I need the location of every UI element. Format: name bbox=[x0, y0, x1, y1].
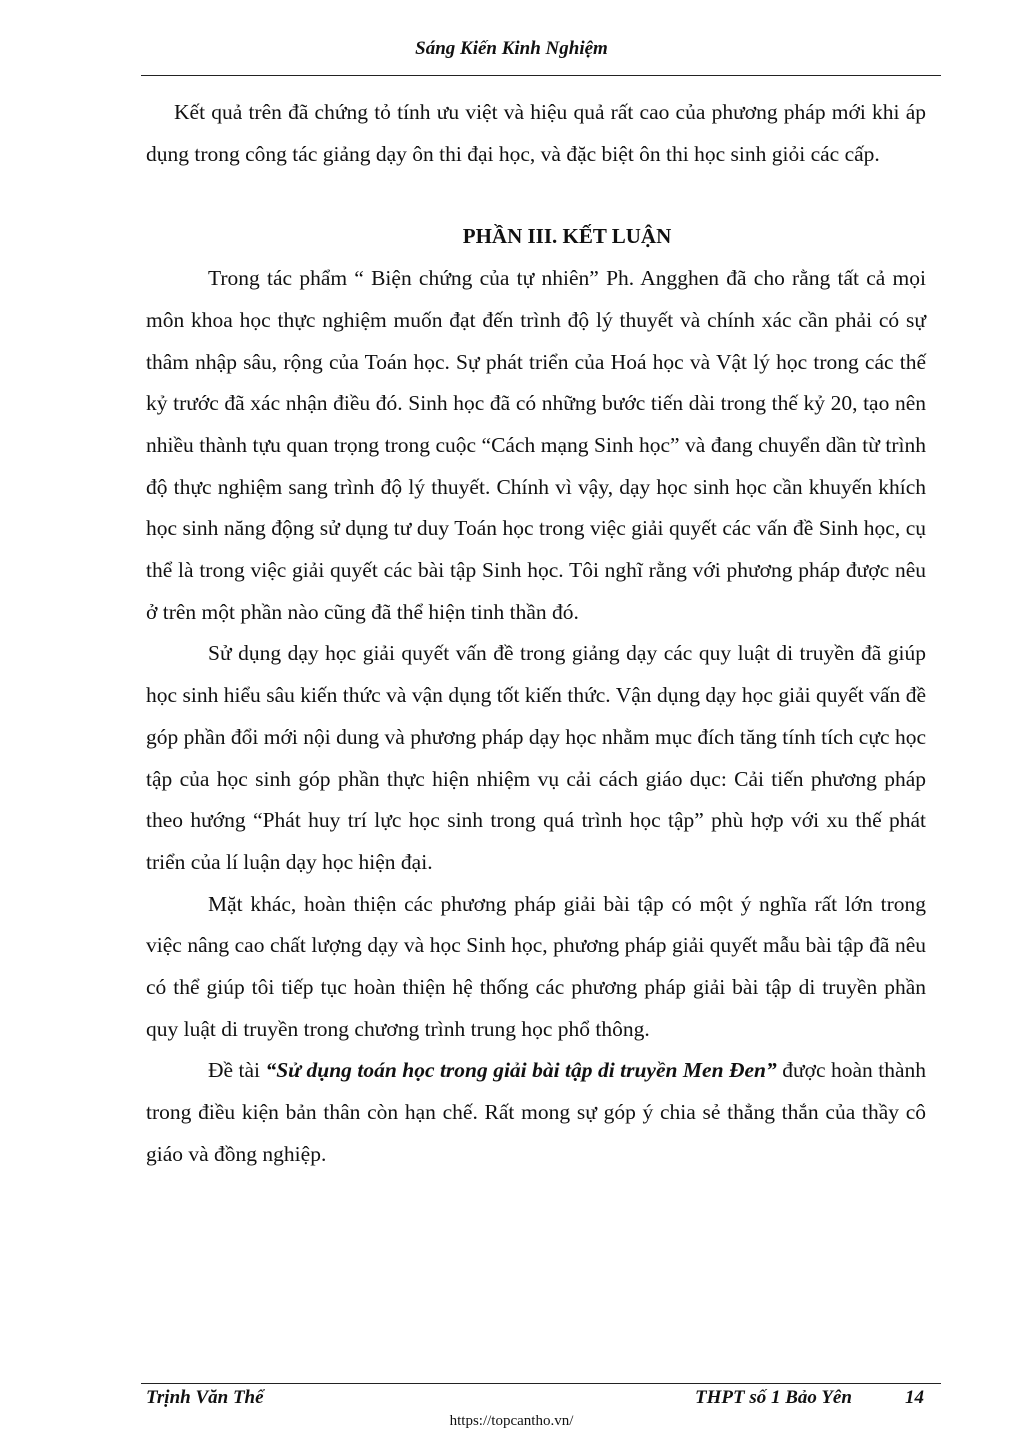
intro-paragraph: Kết quả trên đã chứng tỏ tính ưu việt và hiệu quả rất cao của phương pháp mới khi áp dụng trong công tác giảng dạy ôn thi đại học, và đặc biệt ôn thi học sinh giỏi các cấp. bbox=[146, 100, 926, 166]
spacer bbox=[146, 175, 926, 216]
document-body bbox=[146, 92, 926, 1176]
section-title: PHẦN III. KẾT LUẬN bbox=[462, 224, 672, 249]
page-number: 14 bbox=[905, 1387, 924, 1408]
source-url: https://topcantho.vn/ bbox=[449, 1413, 574, 1429]
paragraph-4-suffix: được hoàn thành trong điều kiện bản thân còn hạn chế. Rất mong sự góp ý chia sẻ thẳng thắn của thầy cô giáo và đồng nghiệp. bbox=[146, 1058, 926, 1166]
paragraph-3: Mặt khác, hoàn thiện các phương pháp giải bài tập có một ý nghĩa rất lớn trong việc nâng cao chất lượng dạy và học Sinh học, phương pháp giải quyết mẫu bài tập đã nêu có thể giúp tôi tiếp tục hoàn thiện hệ thống các phương pháp giải bài tập di truyền phần quy luật di truyền trong chương trình trung học phổ thông. bbox=[146, 891, 926, 1041]
paragraph-2: Sử dụng dạy học giải quyết vấn đề trong giảng dạy các quy luật di truyền đã giúp học sinh hiểu sâu kiến thức và vận dụng tốt kiến thức. Vận dụng dạy học giải quyết vấn đề góp phần đổi mới nội dung và phương pháp dạy học nhằm mục đích tăng tính tích cực học tập của học sinh góp phần thực hiện nhiệm vụ cải cách giáo dục: Cải tiến phương pháp theo hướng “Phát huy trí lực học sinh trong quá trình học tập” phù hợp với xu thế phát triển của lí luận dạy học hiện đại. bbox=[146, 641, 926, 874]
paragraph-1: Trong tác phẩm “ Biện chứng của tự nhiên” Ph. Angghen đã cho rằng tất cả mọi môn khoa học thực nghiệm muốn đạt đến trình độ lý thuyết và chính xác cần phải có sự thâm nhập sâu, rộng của Toán học. Sự phát triển của Hoá học và Vật lý học trong các thế kỷ trước đã xác nhận điều đó. Sinh học đã có những bước tiến dài trong thế kỷ 20, tạo nên nhiều thành tựu quan trọng trong cuộc “Cách mạng Sinh học” và đang chuyển dần từ trình độ thực nghiệm sang trình độ lý thuyết. Chính vì vậy, dạy học sinh học cần khuyến khích học sinh năng động sử dụng tư duy Toán học trong việc giải quyết các vấn đề Sinh học, cụ thể là trong việc giải quyết các bài tập Sinh học. Tôi nghĩ rằng với phương pháp được nêu ở trên một phần nào cũng đã thể hiện tinh thần đó. bbox=[146, 266, 926, 624]
topic-title: “Sử dụng toán học trong giải bài tập di truyền Men Đen” bbox=[265, 1058, 777, 1083]
paragraph-4 bbox=[146, 1050, 926, 1175]
paragraph-4-prefix: Đề tài bbox=[208, 1058, 266, 1083]
header-title: Sáng Kiến Kinh Nghiệm bbox=[415, 38, 608, 59]
footer-author: Trịnh Văn Thể bbox=[146, 1387, 264, 1408]
footer-divider bbox=[141, 1383, 941, 1384]
footer-school: THPT số 1 Bảo Yên bbox=[695, 1387, 852, 1408]
header-divider bbox=[141, 75, 941, 76]
